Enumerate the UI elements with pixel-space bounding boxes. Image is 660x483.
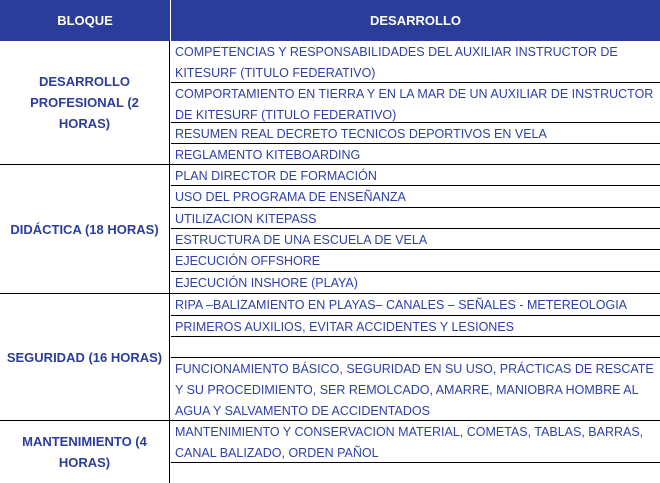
table-row: USO DEL PROGRAMA DE ENSEÑANZA [171, 186, 660, 208]
table-row: RESUMEN REAL DECRETO TECNICOS DEPORTIVOS EN VELA [171, 123, 660, 144]
table-row: EJECUCIÓN INSHORE (PLAYA) [171, 272, 660, 294]
table-row: ESTRUCTURA DE UNA ESCUELA DE VELA [171, 229, 660, 250]
table-row: EJECUCIÓN OFFSHORE [171, 250, 660, 272]
header-desarrollo: DESARROLLO [171, 0, 660, 41]
table-row: FUNCIONAMIENTO BÁSICO, SEGURIDAD EN SU USO, PRÁCTICAS DE RESCATE Y SU PROCEDIMIENTO, SER REMOLCADO, AMARRE, MANIOBRA HOMBRE AL AGUA Y SALVAMENTO DE ACCIDENTADOS [171, 358, 660, 421]
table-row: REGLAMENTO KITEBOARDING [171, 144, 660, 165]
table-row: RIPA –BALIZAMIENTO EN PLAYAS– CANALES – SEÑALES - METEREOLOGIA [171, 294, 660, 316]
header-bloque: BLOQUE [0, 0, 171, 41]
table-row [171, 337, 660, 358]
table-row: COMPETENCIAS Y RESPONSABILIDADES DEL AUXILIAR INSTRUCTOR DE KITESURF (TITULO FEDERATIVO) [171, 41, 660, 83]
block-label-mantenimiento: MANTENIMIENTO (4 HORAS) [0, 421, 170, 483]
table-row: COMPORTAMIENTO EN TIERRA Y EN LA MAR DE UN AUXILIAR DE INSTRUCTOR DE KITESURF (TITULO FEDERATIVO) [171, 83, 660, 123]
table-row: PRIMEROS AUXILIOS, EVITAR ACCIDENTES Y LESIONES [171, 316, 660, 337]
table-row: PLAN DIRECTOR DE FORMACIÓN [171, 165, 660, 186]
block-label-desarrollo-profesional: DESARROLLO PROFESIONAL (2 HORAS) [0, 41, 170, 164]
table-row [171, 463, 660, 483]
block-label-seguridad: SEGURIDAD (16 HORAS) [0, 294, 170, 420]
table-row: MANTENIMIENTO Y CONSERVACION MATERIAL, COMETAS, TABLAS, BARRAS, CANAL BALIZADO, ORDEN PAÑOL [171, 421, 660, 463]
block-label-didactica: DIDÁCTICA (18 HORAS) [0, 165, 170, 293]
table-row: UTILIZACION KITEPASS [171, 208, 660, 229]
